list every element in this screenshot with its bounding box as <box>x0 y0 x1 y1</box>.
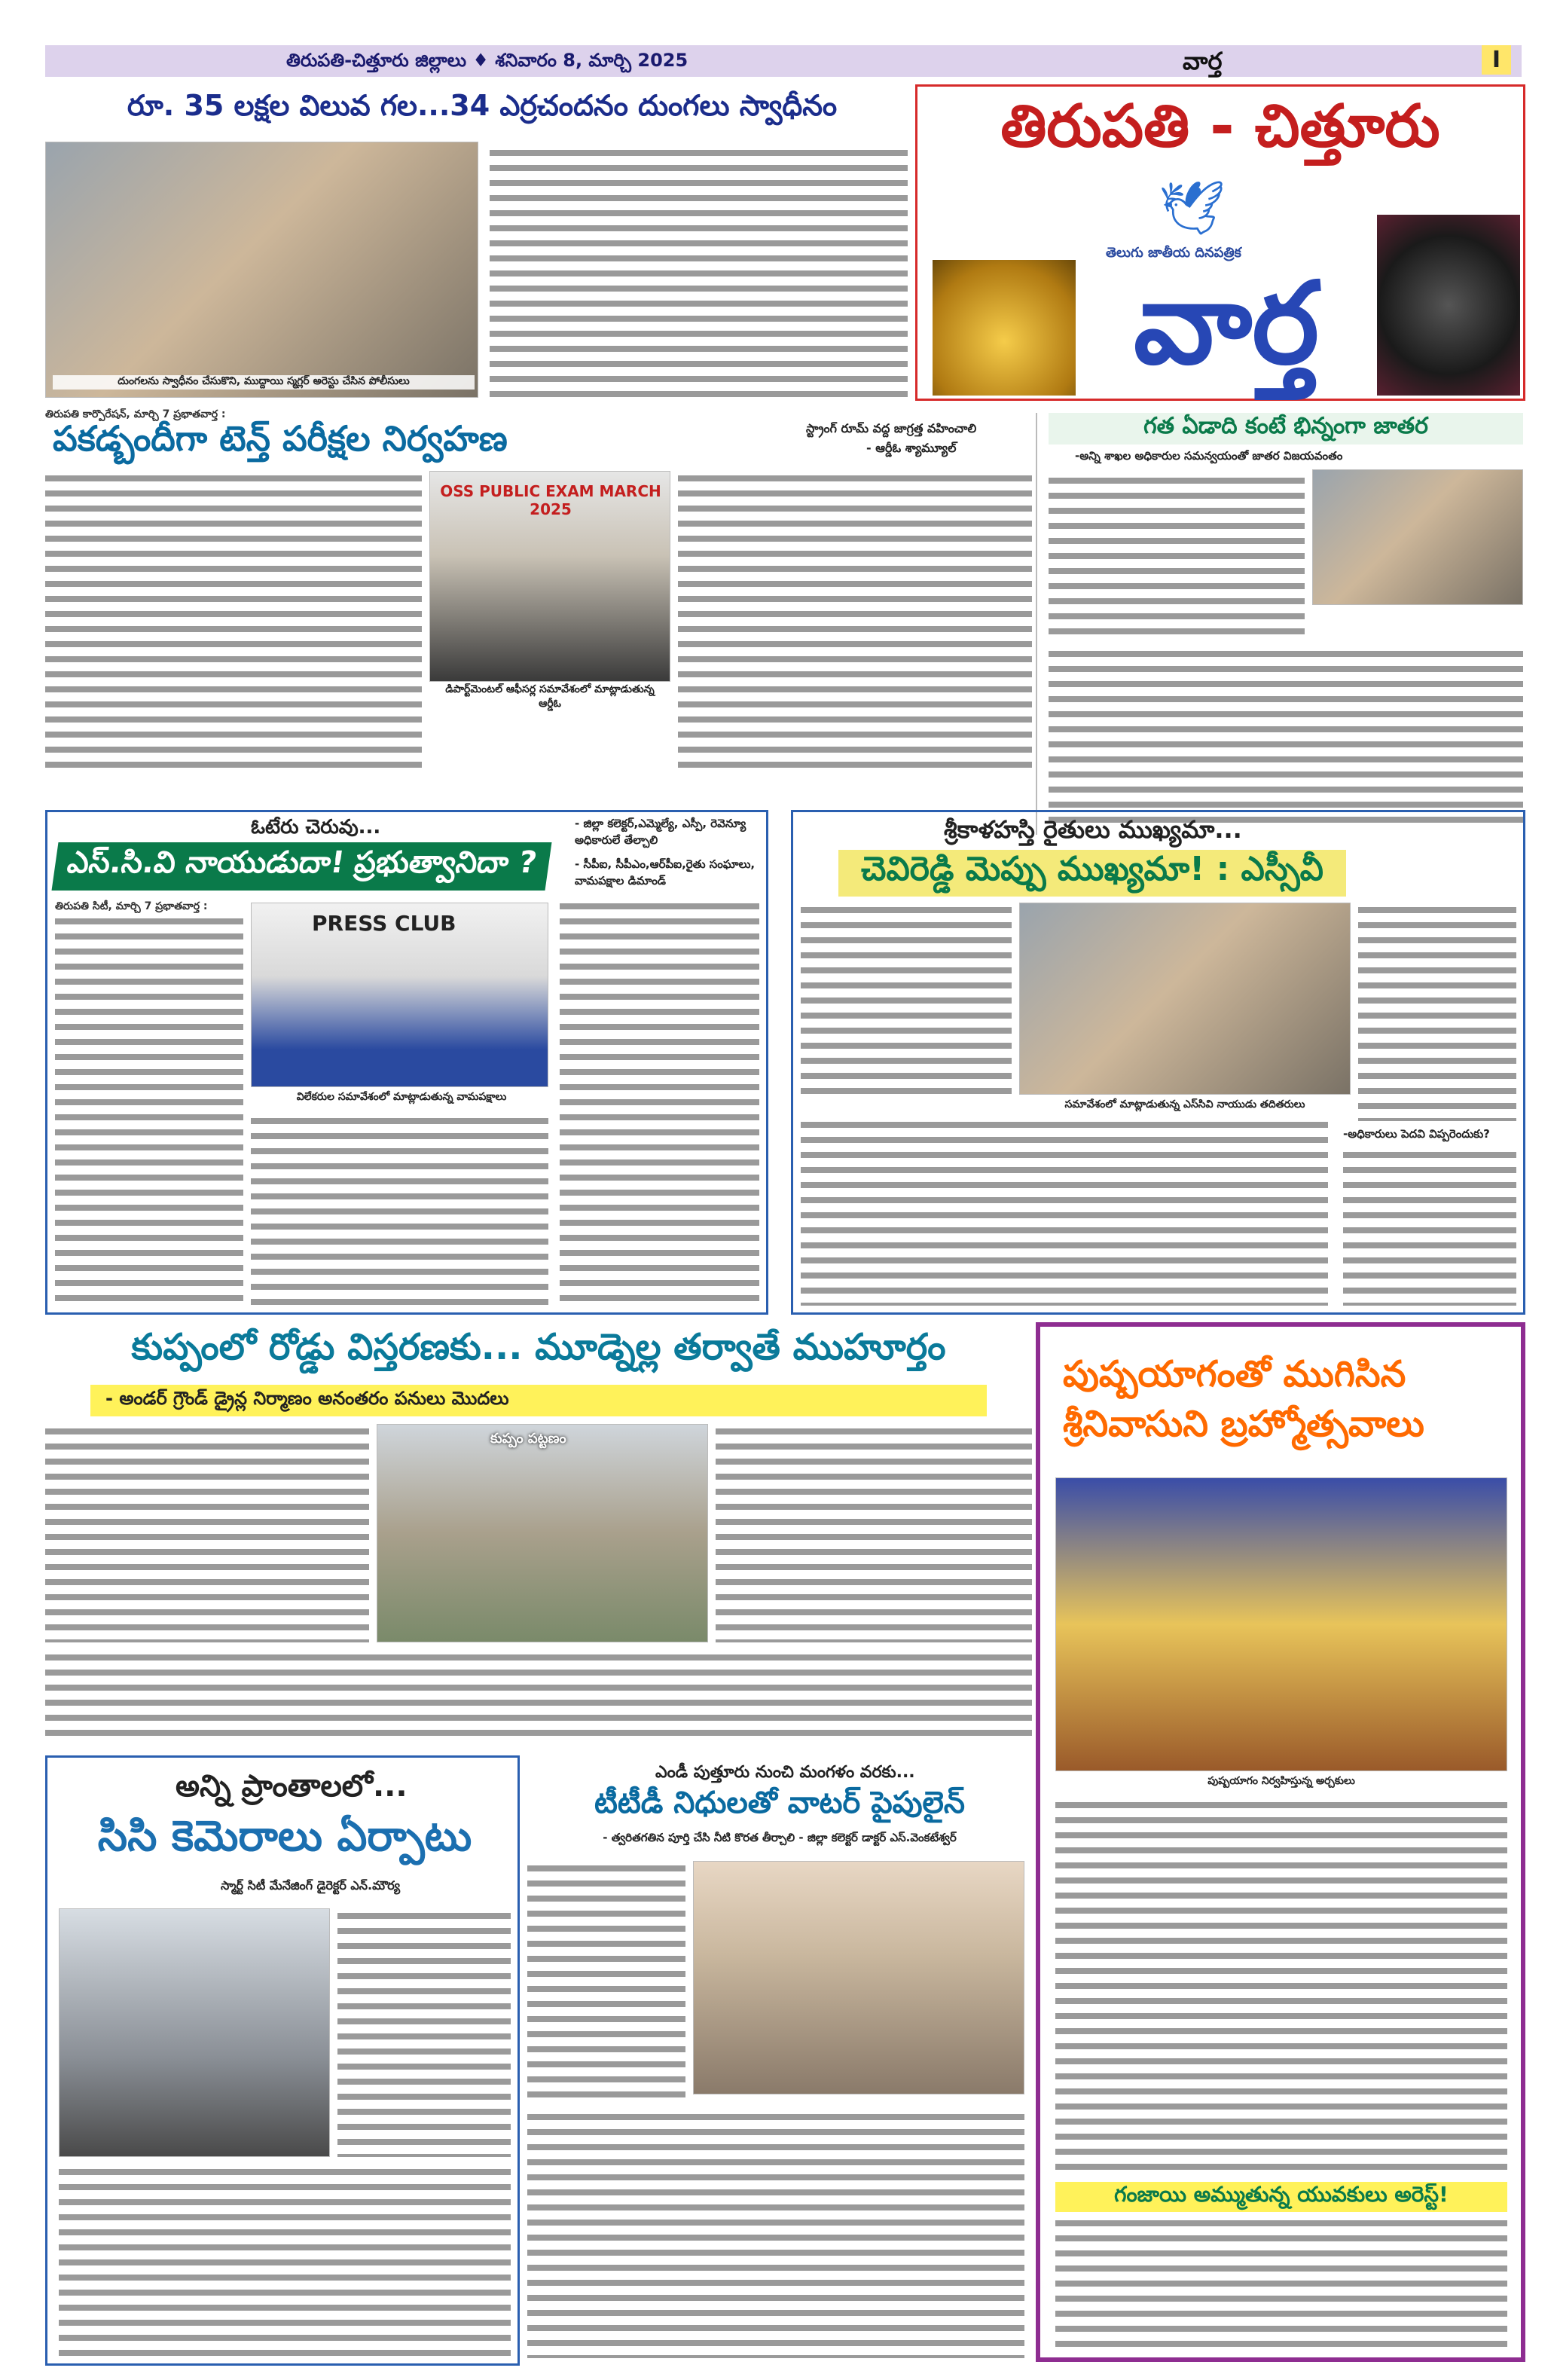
masthead-tagline: తెలుగు జాతీయ దినపత్రిక <box>1106 245 1241 261</box>
story-tenth-author: - ఆర్డీఓ శ్యామ్యూల్ <box>866 441 957 455</box>
story-ttd-subtitle: - త్వరితగతిన పూర్తి చేసి నీటి కొరత తీర్చాలి - జిల్లా కలెక్టర్ డాక్టర్ ఎస్.వెంకటేశ్వర్ <box>603 1831 957 1844</box>
body-jatara-a <box>1049 473 1305 639</box>
body-kalahasti-a <box>801 903 1012 1098</box>
photo-pushpayagam <box>1055 1477 1507 1771</box>
photo-kalahasti <box>1019 903 1351 1095</box>
story-tenth-subtitle: స్ట్రాంగ్ రూమ్ వద్ద జాగ్రత్త వహించాలి <box>806 421 977 435</box>
story-sandalwood-title: రూ. 35 లక్షల విలువ గల...34 ఎర్రచందనం దుంగలు స్వాధీనం <box>127 89 838 122</box>
story-oteru-side2: - సీపీఐ, సీపీఎం,ఆర్‌పీఐ,రైతు సంఘాలు, వామపక్షాల డిమాండ్ <box>575 857 756 888</box>
dove-icon: 🕊 <box>1159 177 1226 239</box>
banner-press-club: PRESS CLUB <box>312 911 456 936</box>
body-pushpayagam <box>1055 1798 1507 2174</box>
story-sandalwood <box>45 89 911 405</box>
date-bar <box>45 45 1522 77</box>
story-kalahasti-title: చెవిరెడ్డి మెప్పు ముఖ్యమా! : ఎస్సీవీ <box>838 850 1346 897</box>
temple-gopuram-icon <box>933 260 1076 396</box>
body-kuppam-c <box>45 1650 1032 1740</box>
caption-kuppam: కుప్పం పట్టణం <box>490 1431 566 1447</box>
story-ttd-kicker: ఎండీ పుత్తూరు నుంచి మంగళం వరకు... <box>655 1763 915 1782</box>
masthead-logo: వార్త <box>1133 258 1320 390</box>
banner-text: OSS PUBLIC EXAM MARCH 2025 <box>440 482 661 518</box>
photo-oteru <box>251 903 548 1087</box>
date-line: తిరుపతి-చిత్తూరు జిల్లాలు ♦ శనివారం 8, మార్చి 2025 <box>286 50 688 71</box>
caption-kalahasti: సమావేశంలో మాట్లాడుతున్న ఎస్‌సివి నాయుడు తదితరులు <box>1023 1098 1347 1113</box>
caption-sandalwood: దుంగలను స్వాధీనం చేసుకొని, ముద్దాయి స్మగ్లర్ అరెస్టు చేసిన పోలీసులు <box>53 375 475 390</box>
dateline-sandalwood: తిరుపతి కార్పొరేషన్, మార్చి 7 ప్రభాతవార్త : <box>45 408 226 420</box>
body-ganja <box>1055 2216 1507 2351</box>
story-oteru-side1: - జిల్లా కలెక్టర్,ఎమ్మెల్యే, ఎస్పీ, రెవెన్యూ అధికారులే తేల్చాలి <box>575 817 746 847</box>
caption-pushpayagam: పుష్పయాగం నిర్వహిస్తున్న అర్చకులు <box>1063 1775 1500 1789</box>
story-oteru-title: ఎస్.సి.వి నాయుడుదా! ప్రభుత్వానిదా ? <box>52 842 552 891</box>
story-pushpayagam <box>1036 1322 1525 2362</box>
story-kuppam-road <box>45 1326 1032 1748</box>
story-jatara-title: గత ఏడాది కంటే భిన్నంగా జాతర <box>1049 413 1523 445</box>
story-oteru-kicker: ఓటేరు చెరువు... <box>251 816 381 839</box>
story-cc-title1: అన్ని ప్రాంతాలలో... <box>176 1769 408 1804</box>
body-kuppam-b <box>716 1424 1032 1642</box>
caption-tenth: డిపార్ట్‌మెంటల్ ఆఫీసర్ల సమావేశంలో మాట్లాడుతున్న ఆర్డీఓ <box>433 683 667 712</box>
story-kuppam-title: కుప్పంలో రోడ్డు విస్తరణకు... మూడ్నెల్ల తర్వాతే ముహూర్తం <box>45 1326 1032 1377</box>
photo-cc-cameras <box>59 1908 330 2157</box>
body-kalahasti-d <box>1343 1147 1516 1306</box>
body-cc-a <box>337 1908 511 2157</box>
story-oteru <box>45 810 768 1315</box>
body-jatara-b <box>1049 646 1523 827</box>
story-kalahasti-subhead: -అధికారులు పెదవి విప్పరెందుకు? <box>1343 1127 1490 1141</box>
story-srikalahasti <box>791 810 1525 1315</box>
body-kuppam-a <box>45 1424 369 1642</box>
body-oteru-b <box>251 1114 548 1306</box>
story-kalahasti-kicker: శ్రీకాళహస్తి రైతులు ముఖ్యమా... <box>944 815 1242 844</box>
story-kuppam-subtitle: - అండర్ గ్రౌండ్ డ్రైన్ల నిర్మాణం అనంతరం పనులు మొదలు <box>90 1385 987 1416</box>
story-tenth-exams <box>45 418 1032 772</box>
body-sandalwood <box>490 145 908 398</box>
body-ttd-a <box>527 1861 685 2102</box>
story-ganja-title: గంజాయి అమ్ముతున్న యువకులు అరెస్ట్! <box>1055 2182 1507 2212</box>
photo-kuppam <box>377 1424 708 1642</box>
story-jatara-subtitle: -అన్ని శాఖల అధికారుల సమన్వయంతో జాతర విజయవంతం <box>1075 449 1343 463</box>
body-kalahasti-b <box>801 1117 1328 1306</box>
story-jatara <box>1036 413 1525 835</box>
story-cc-author: స్మార్ట్ సిటీ మేనేజింగ్ డైరెక్టర్ ఎన్.మౌర్య <box>221 1878 401 1893</box>
body-ttd-b <box>527 2110 1024 2358</box>
photo-jatara <box>1312 469 1523 605</box>
photo-tenth <box>429 471 670 682</box>
photo-sandalwood <box>45 142 478 398</box>
masthead <box>915 84 1525 401</box>
dateline-oteru: తిరుపతి సిటీ, మార్చి 7 ప్రభాతవార్త : <box>55 899 243 914</box>
brand-name: వార్త <box>1183 47 1223 75</box>
body-tenth-right <box>678 471 1032 772</box>
story-tenth-title: పకడ్బందీగా టెన్త్ పరీక్షల నిర్వహణ <box>53 418 508 459</box>
body-oteru-c <box>560 899 759 1306</box>
caption-oteru: విలేకరుల సమావేశంలో మాట్లాడుతున్న వామపక్షాలు <box>258 1091 545 1105</box>
body-tenth-left <box>45 471 422 772</box>
story-ttd-pipeline <box>527 1755 1028 2366</box>
page-number: I <box>1482 45 1511 75</box>
photo-ttd <box>693 1861 1024 2094</box>
body-cc-b <box>59 2165 511 2357</box>
story-ttd-title: టీటీడీ నిధులతో వాటర్ పైపులైన్ <box>594 1786 966 1820</box>
body-kalahasti-c <box>1358 903 1516 1121</box>
masthead-region: తిరుపతి - చిత్తూరు <box>1000 93 1440 160</box>
lingam-icon <box>1377 215 1520 396</box>
story-pushpayagam-title: పుష్పయాగంతో ముగిసిన శ్రీనివాసుని బ్రహ్మోత్సవాలు <box>1063 1353 1424 1445</box>
story-cc-title2: సిసి కెమెరాలు ఏర్పాటు <box>97 1812 472 1861</box>
body-oteru-a <box>55 899 243 1306</box>
story-cc-cameras <box>45 1755 520 2366</box>
